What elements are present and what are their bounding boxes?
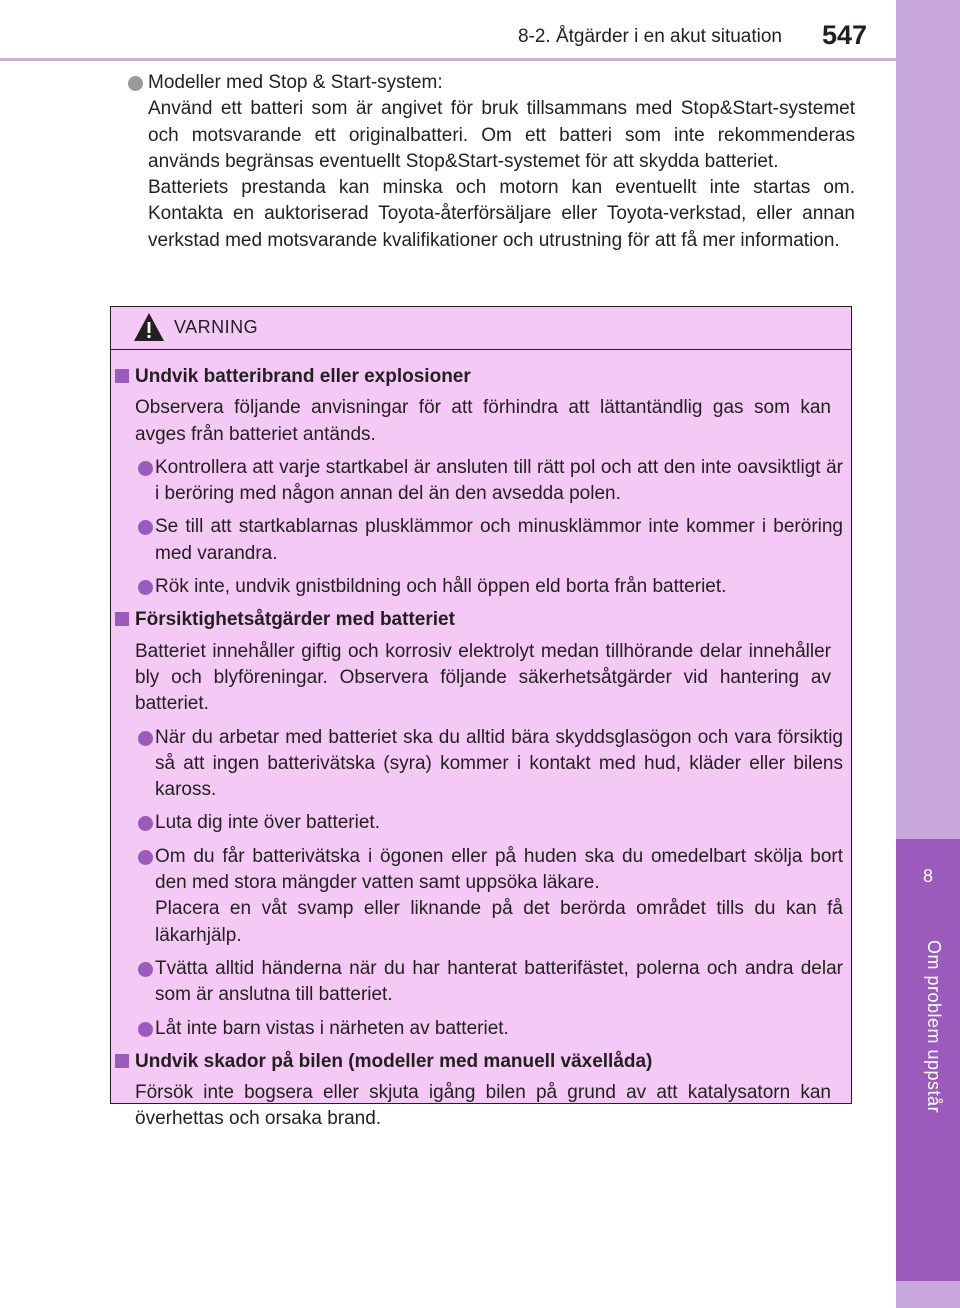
- warning-triangle-icon: [133, 312, 165, 342]
- list-item: [155, 574, 843, 600]
- list-item-text: Kontrollera att varje startkabel är ansluten till rätt pol och att den inte oavsiktligt är i beröring med någon annan del än den avsedda polen.: [155, 456, 843, 505]
- chapter-tab-number: 8: [922, 866, 933, 886]
- square-bullet-icon: [115, 369, 129, 383]
- bullet-circle-icon: [138, 461, 153, 476]
- warning-header: [111, 307, 851, 350]
- section-heading: [111, 364, 851, 390]
- bullet-circle-icon: [138, 731, 153, 746]
- section-heading-text: Undvik batteribrand eller explosioner: [135, 366, 471, 387]
- list-item-text: Rök inte, undvik gnistbildning och håll öppen eld borta från batteriet.: [155, 576, 727, 598]
- list-item-text: Om du får batterivätska i ögonen eller på huden ska du omedelbart skölja bort den med stora mängder vatten samt uppsöka läkare.: [155, 845, 843, 894]
- section-text: Batteriet innehåller giftig och korrosiv elektrolyt medan tillhörande delar innehåller bly och blyföreningar. Observera följande säkerhetsåtgärder vid hantering av batteriet.: [135, 640, 831, 715]
- square-bullet-icon: [115, 1054, 129, 1068]
- bullet-circle-icon: [128, 76, 143, 91]
- section-heading-text: Undvik skador på bilen (modeller med manuell växellåda): [135, 1050, 653, 1072]
- list-item: [155, 1016, 843, 1042]
- square-bullet-icon: [115, 612, 129, 626]
- section-text: Observera följande anvisningar för att förhindra att lättantändlig gas som kan avges från batteriet antänds.: [135, 397, 831, 445]
- list-item-text: Låt inte barn vistas i närheten av batteriet.: [155, 1017, 509, 1039]
- list-item: [155, 514, 843, 567]
- section-heading: [111, 1049, 851, 1075]
- intro-paragraph: Använd ett batteri som är angivet för bruk tillsammans med Stop&Start-systemet och motsvarande ett originalbatteri. Om ett batteri som inte rekommenderas används begränsas eventuellt Stop&Start-systemet för att skydda batteriet.: [148, 98, 855, 172]
- list-item-text: När du arbetar med batteriet ska du alltid bära skyddsglasögon och vara försiktig så att ingen batterivätska (syra) kommer i kontakt med hud, kläder eller bilens kaross.: [155, 726, 843, 801]
- section-text: Försök inte bogsera eller skjuta igång bilen på grund av att katalysatorn kan överhettas och orsaka brand.: [135, 1082, 831, 1130]
- list-item-text: Se till att startkablarnas plusklämmor och minusklämmor inte kommer i beröring med varandra.: [155, 516, 843, 564]
- bullet-circle-icon: [138, 580, 153, 595]
- section-heading: [111, 607, 851, 633]
- warning-body: [111, 350, 851, 1133]
- bullet-circle-icon: [138, 520, 153, 535]
- list-item: [155, 455, 843, 508]
- section-heading-text: Försiktighetsåtgärder med batteriet: [135, 609, 455, 631]
- chapter-title: 8-2. Åtgärder i en akut situation: [517, 26, 782, 47]
- list-item-text: Tvätta alltid händerna när du har hanterat batterifästet, polerna och andra delar som är anslutna till batteriet.: [155, 957, 843, 1006]
- bullet-circle-icon: [138, 1022, 153, 1037]
- list-item: [155, 725, 843, 804]
- bullet-circle-icon: [138, 962, 153, 977]
- list-item-extra-text: Placera en våt svamp eller liknande på det berörda området tills du kan få läkarhjälp.: [155, 898, 843, 946]
- warning-title: VARNING: [174, 317, 259, 337]
- list-item: [155, 844, 843, 949]
- header-divider: [0, 58, 896, 61]
- page-number: 547: [822, 20, 868, 50]
- intro-lead: Modeller med Stop & Start-system:: [148, 72, 443, 93]
- warning-box: [110, 306, 852, 1130]
- intro-paragraph: Batteriets prestanda kan minska och motorn kan eventuellt inte startas om. Kontakta en auktoriserad Toyota-återförsäljare eller Toyota-verkstad, eller annan verkstad med motsvarande kvalifikationer och utrustning för att få mer information.: [148, 177, 855, 251]
- intro-block: [128, 70, 855, 254]
- bullet-circle-icon: [138, 816, 153, 831]
- list-item-text: Luta dig inte över batteriet.: [155, 812, 380, 834]
- chapter-tab-title: Om problem uppstår: [924, 940, 944, 1114]
- bullet-circle-icon: [138, 850, 153, 865]
- list-item: [155, 956, 843, 1009]
- list-item: [155, 810, 843, 836]
